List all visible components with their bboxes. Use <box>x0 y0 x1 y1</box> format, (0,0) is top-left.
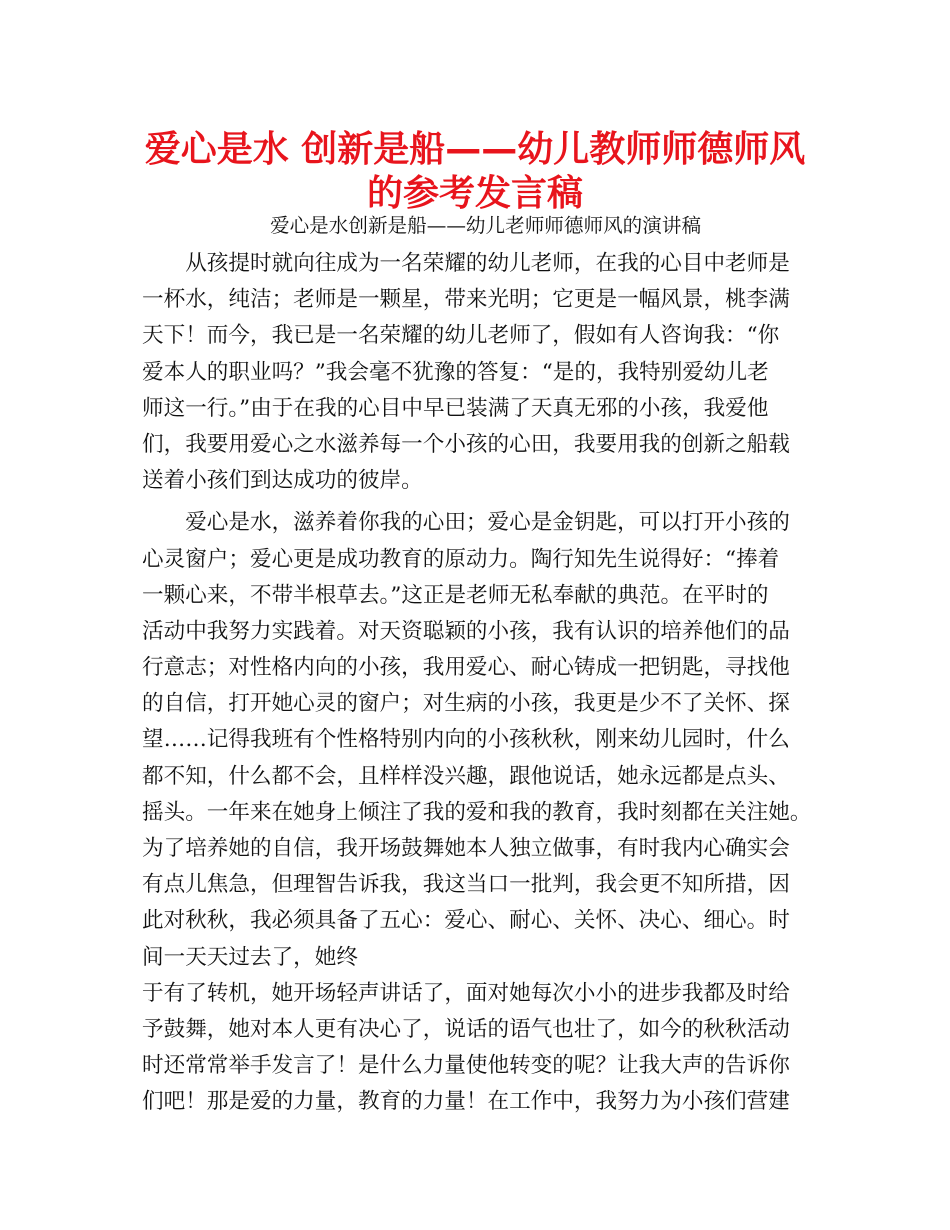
paragraph-line: 天下！而今，我已是一名荣耀的幼儿老师了，假如有人咨询我：“你 <box>142 323 780 349</box>
paragraph-line: 爱本人的职业吗？”我会毫不犹豫的答复：“是的，我特别爱幼儿老 <box>142 359 769 385</box>
paragraph-line: 有点儿焦急，但理智告诉我，我这当口一批判，我会更不知所措，因 <box>142 872 790 898</box>
paragraph-line: 都不知，什么都不会，且样样没兴趣，跟他说话，她永远都是点头、 <box>142 763 790 789</box>
paragraph-line: 一颗心来，不带半根草去。”这正是老师无私奉献的典范。在平时的 <box>142 582 769 608</box>
paragraph-line: 送着小孩们到达成功的彼岸。 <box>142 468 423 494</box>
paragraph-line: 们，我要用爱心之水滋养每一个小孩的心田，我要用我的创新之船载 <box>142 431 790 457</box>
paragraph-line: 爱心是水，滋养着你我的心田；爱心是金钥匙，可以打开小孩的 <box>142 510 790 536</box>
paragraph-line: 摇头。一年来在她身上倾注了我的爱和我的教育，我时刻都在关注她。 <box>142 799 812 825</box>
document-title-line-2: 的参考发言稿 <box>366 173 583 214</box>
paragraph-line: 活动中我努力实践着。对天资聪颖的小孩，我有认识的培养他们的品 <box>142 618 790 644</box>
paragraph-line: 一杯水，纯洁；老师是一颗星，带来光明；它更是一幅风景，桃李满 <box>142 287 790 313</box>
paragraph-line: 予鼓舞，她对本人更有决心了，说话的语气也壮了，如今的秋秋活动 <box>142 1016 790 1042</box>
document-title-line-1: 爱心是水 创新是船——幼儿教师师德师风 <box>144 129 806 170</box>
paragraph-line: 此对秋秋，我必须具备了五心：爱心、耐心、关怀、决心、细心。时 <box>142 908 790 934</box>
paragraph-line: 间一天天过去了，她终 <box>142 944 358 970</box>
paragraph-line: 心灵窗户；爱心更是成功教育的原动力。陶行知先生说得好：“捧着 <box>142 546 780 572</box>
document-subtitle: 爱心是水创新是船——幼儿老师师德师风的演讲稿 <box>270 214 702 237</box>
paragraph-line: 的自信，打开她心灵的窗户；对生病的小孩，我更是少不了关怀、探 <box>142 691 790 717</box>
paragraph-2 <box>142 505 842 1120</box>
paragraph-line: 师这一行。”由于在我的心目中早已装满了天真无邪的小孩，我爱他 <box>142 395 769 421</box>
document-body <box>142 246 842 1121</box>
paragraph-line: 为了培养她的自信，我开场鼓舞她本人独立做事，有时我内心确实会 <box>142 836 790 861</box>
paragraph-line: 时还常常举手发言了！是什么力量使他转变的呢？让我大声的告诉你 <box>142 1053 790 1079</box>
paragraph-line: 于有了转机，她开场轻声讲话了，面对她每次小小的进步我都及时给 <box>142 980 790 1006</box>
paragraph-line: 们吧！那是爱的力量，教育的力量！在工作中，我努力为小孩们营建 <box>142 1089 790 1115</box>
paragraph-line: 行意志；对性格内向的小孩，我用爱心、耐心铸成一把钥匙，寻找他 <box>142 655 790 681</box>
paragraph-1 <box>142 246 842 499</box>
paragraph-line: 望……记得我班有个性格特别内向的小孩秋秋，刚来幼儿园时，什么 <box>142 727 790 753</box>
paragraph-line: 从孩提时就向往成为一名荣耀的幼儿老师，在我的心目中老师是 <box>142 251 790 276</box>
